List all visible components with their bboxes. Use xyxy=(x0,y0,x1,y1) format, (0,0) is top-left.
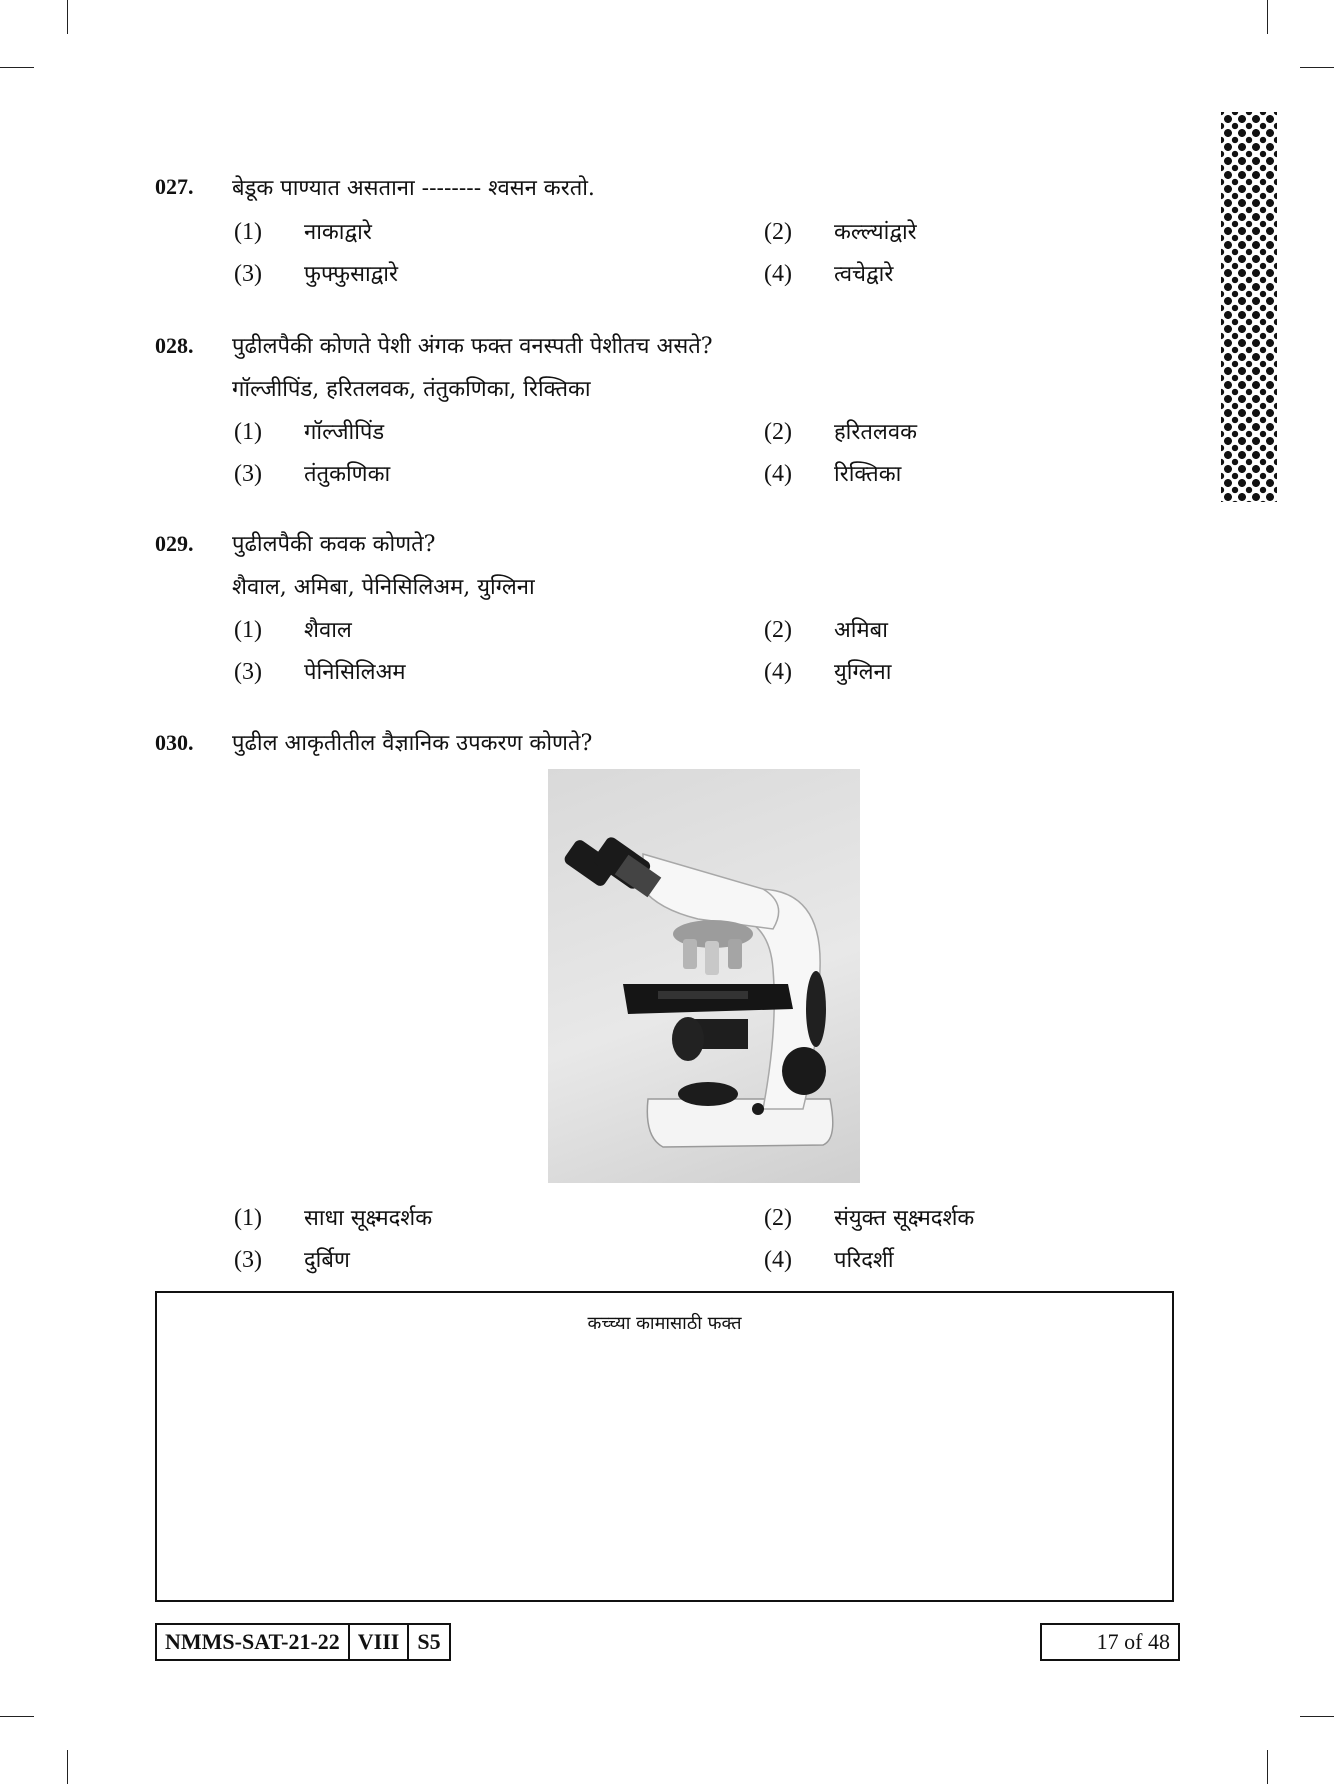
option-4: (4) रिक्तिका xyxy=(764,461,902,487)
option-3: (3) दुर्बिण xyxy=(234,1247,350,1273)
crop-mark xyxy=(1300,67,1334,68)
crop-mark xyxy=(67,0,68,34)
option-2: (2) कल्ल्यांद्वारे xyxy=(764,219,917,245)
question-text: पुढील आकृतीतील वैज्ञानिक उपकरण कोणते? xyxy=(232,731,593,756)
question-text: पुढीलपैकी कवक कोणते? xyxy=(232,532,436,557)
rough-work-label: कच्च्या कामासाठी फक्त xyxy=(587,1313,742,1334)
question-number: 030. xyxy=(155,730,194,755)
paper-code-box xyxy=(155,1623,451,1661)
crop-mark xyxy=(0,1716,34,1717)
option-4: (4) युग्लिना xyxy=(764,659,892,685)
option-1: (1) गॉल्जीपिंड xyxy=(234,419,385,445)
crop-mark xyxy=(1300,1716,1334,1717)
option-3: (3) तंतुकणिका xyxy=(234,461,391,487)
question-number: 028. xyxy=(155,333,194,358)
option-2: (2) हरितलवक xyxy=(764,419,917,445)
question-subtext: शैवाल, अमिबा, पेनिसिलिअम, युग्लिना xyxy=(232,575,535,600)
option-1: (1) शैवाल xyxy=(234,617,352,643)
option-2: (2) संयुक्त सूक्ष्मदर्शक xyxy=(764,1205,975,1231)
decorative-pattern-strip xyxy=(1221,112,1277,502)
option-3: (3) पेनिसिलिअम xyxy=(234,659,406,685)
question-number: 027. xyxy=(155,174,194,199)
crop-mark xyxy=(1267,1750,1268,1784)
option-1: (1) नाकाद्वारे xyxy=(234,219,372,245)
crop-mark xyxy=(67,1750,68,1784)
crop-mark xyxy=(0,67,34,68)
rough-work-box xyxy=(155,1291,1174,1602)
question-text: बेडूक पाण्यात असताना -------- श्वसन करतो. xyxy=(232,176,595,201)
question-text: पुढीलपैकी कोणते पेशी अंगक फक्त वनस्पती पेशीतच असते? xyxy=(232,334,713,359)
option-4: (4) त्वचेद्वारे xyxy=(764,261,894,287)
option-3: (3) फुफ्फुसाद्वारे xyxy=(234,261,399,287)
microscope-image xyxy=(548,769,860,1183)
paper-code: NMMS-SAT-21-22 xyxy=(157,1625,350,1659)
option-2: (2) अमिबा xyxy=(764,617,888,643)
option-1: (1) साधा सूक्ष्मदर्शक xyxy=(234,1205,433,1231)
option-4: (4) परिदर्शी xyxy=(764,1247,894,1273)
crop-mark xyxy=(1267,0,1268,34)
question-number: 029. xyxy=(155,531,194,556)
set-label: S5 xyxy=(417,1629,441,1654)
question-subtext: गॉल्जीपिंड, हरितलवक, तंतुकणिका, रिक्तिका xyxy=(232,377,591,402)
page-number: 17 of 48 xyxy=(1040,1623,1180,1661)
class-label: VIII xyxy=(350,1625,410,1659)
